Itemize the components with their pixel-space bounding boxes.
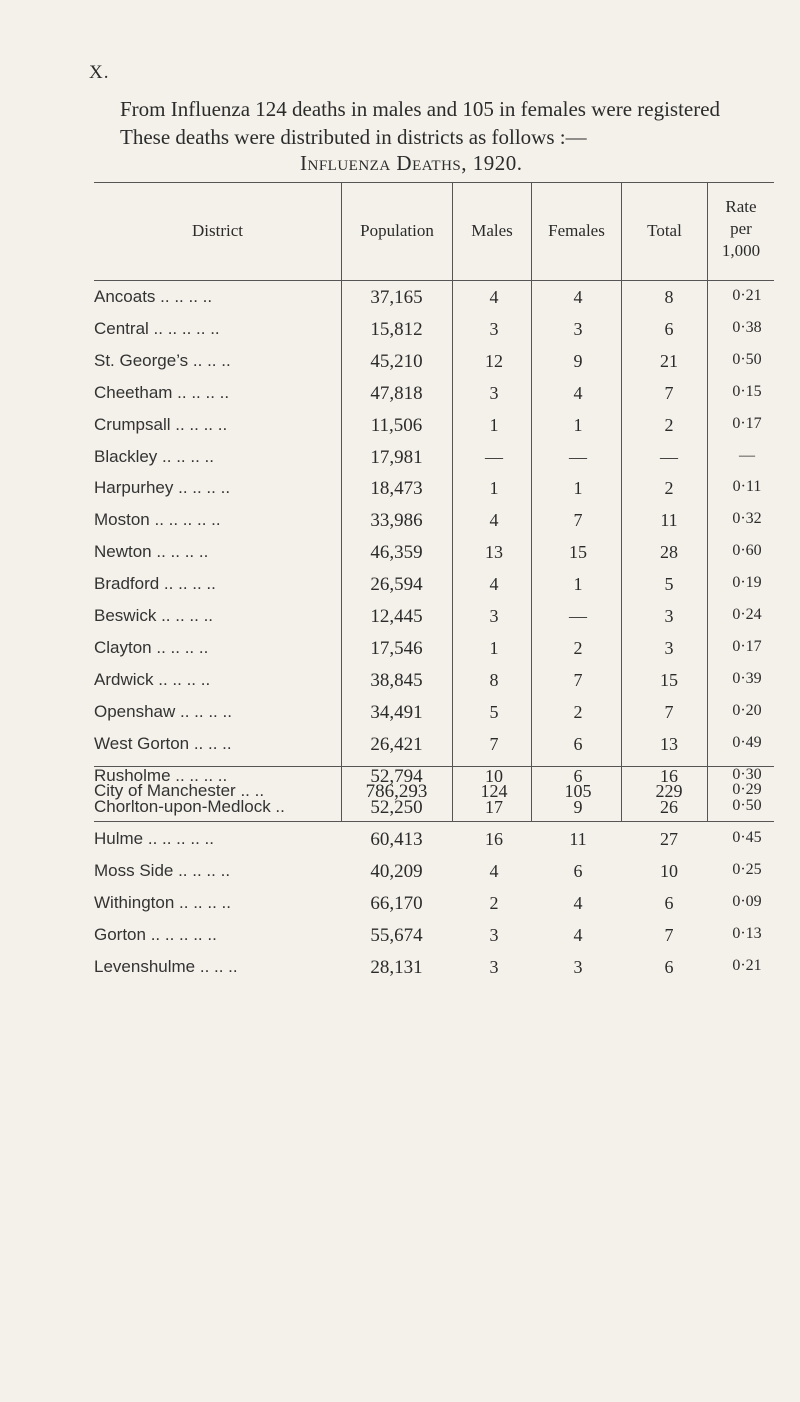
cell-total: 3 xyxy=(664,606,674,626)
cell-district: Beswick .. .. .. .. xyxy=(94,606,214,625)
cell-district: Cheetham .. .. .. .. xyxy=(94,382,230,402)
cell-females: 11 xyxy=(569,829,587,850)
cell-males: 5 xyxy=(489,701,499,722)
cell-females: 15 xyxy=(569,542,587,563)
cell-males: 1 xyxy=(489,637,499,658)
header-population: Population xyxy=(360,221,434,240)
cell-males: 4 xyxy=(489,574,499,595)
cell-males: 7 xyxy=(489,733,499,754)
total-cell-population: 786,293 xyxy=(365,781,428,802)
cell-population: 18,473 xyxy=(370,478,423,500)
cell-rate: 0·09 xyxy=(732,893,762,911)
cell-population: 52,250 xyxy=(370,797,423,819)
header-total: Total xyxy=(647,221,682,240)
cell-rate: 0·17 xyxy=(732,637,762,655)
cell-total: 16 xyxy=(660,765,678,786)
cell-rate: 0·20 xyxy=(732,701,762,719)
total-cell-males: 124 xyxy=(480,781,508,801)
cell-total: 6 xyxy=(664,318,674,339)
cell-rate: 0·50 xyxy=(732,350,762,368)
cell-rate: 0·60 xyxy=(732,542,762,560)
cell-females: 4 xyxy=(573,382,583,403)
cell-total: 27 xyxy=(660,829,678,850)
intro-line-1: From Influenza 124 deaths in males and 105 in females were registered xyxy=(120,97,721,121)
cell-total: 11 xyxy=(660,510,678,531)
header-rate xyxy=(708,196,774,262)
cell-district: Openshaw .. .. .. .. xyxy=(94,701,232,721)
cell-district: Hulme .. .. .. .. .. xyxy=(94,829,214,849)
cell-population: 26,594 xyxy=(370,574,423,596)
cell-district: Blackley .. .. .. .. xyxy=(94,446,214,466)
cell-population: 17,546 xyxy=(370,637,423,659)
cell-district: Newton .. .. .. .. xyxy=(94,542,209,562)
header-males: Males xyxy=(471,221,513,240)
cell-total: 26 xyxy=(660,797,678,818)
cell-district: Moston .. .. .. .. .. xyxy=(94,510,221,530)
header-bottom-rule xyxy=(94,280,774,281)
cell-total: 3 xyxy=(664,637,674,658)
cell-rate: 0·11 xyxy=(732,478,762,496)
influenza-deaths-table xyxy=(94,182,774,978)
cell-rate: 0·45 xyxy=(732,829,762,847)
cell-population: 28,131 xyxy=(370,956,423,978)
cell-rate: 0·49 xyxy=(732,733,762,751)
cell-population: 17,981 xyxy=(370,446,423,468)
cell-males: 12 xyxy=(485,350,503,371)
cell-females: 6 xyxy=(573,861,583,882)
cell-females: 4 xyxy=(573,925,583,945)
cell-total: 21 xyxy=(660,350,678,371)
cell-total: 6 xyxy=(664,956,674,977)
cell-total: 7 xyxy=(664,701,674,722)
total-cell-total: 229 xyxy=(655,781,683,801)
total-cell-district: City of Manchester .. .. xyxy=(94,781,265,800)
cell-total: 13 xyxy=(660,733,678,754)
cell-total: 7 xyxy=(664,382,674,403)
cell-females: — xyxy=(569,606,587,626)
header-rate-line-1: Rate xyxy=(725,197,757,216)
table-title: Influenza Deaths, 1920. xyxy=(300,151,523,175)
cell-rate: 0·24 xyxy=(732,606,762,623)
cell-total: 8 xyxy=(664,287,674,307)
cell-district: St. George’s .. .. .. xyxy=(94,350,231,370)
intro-line-2: These deaths were distributed in districts as follows :— xyxy=(120,125,587,149)
cell-total: — xyxy=(660,446,678,467)
cell-males: 3 xyxy=(489,956,499,977)
cell-total: 2 xyxy=(664,478,674,499)
cell-population: 34,491 xyxy=(370,701,423,723)
cell-males: 3 xyxy=(489,606,499,626)
cell-total: 6 xyxy=(664,893,674,914)
header-females: Females xyxy=(548,221,605,240)
cell-population: 66,170 xyxy=(370,893,423,915)
total-row xyxy=(94,781,774,821)
cell-population: 46,359 xyxy=(370,542,423,564)
cell-females: 7 xyxy=(573,669,583,690)
cell-district: Withington .. .. .. .. xyxy=(94,893,231,913)
cell-males: 10 xyxy=(485,765,503,786)
cell-females: 1 xyxy=(573,414,583,435)
cell-females: 9 xyxy=(573,350,583,371)
cell-males: 4 xyxy=(489,861,499,882)
cell-rate: 0·30 xyxy=(732,765,762,783)
header-district: District xyxy=(192,221,243,240)
cell-rate: — xyxy=(739,446,755,464)
cell-population: 38,845 xyxy=(370,669,423,691)
cell-females: 1 xyxy=(573,574,583,595)
cell-rate: 0·32 xyxy=(732,510,762,528)
cell-district: Bradford .. .. .. .. xyxy=(94,574,216,594)
cell-district: Chorlton-upon-Medlock .. xyxy=(94,797,285,817)
cell-district: Ancoats .. .. .. .. xyxy=(94,287,213,306)
cell-males: 2 xyxy=(489,893,499,914)
cell-rate: 0·15 xyxy=(732,382,762,400)
cell-district: Clayton .. .. .. .. xyxy=(94,637,209,657)
cell-population: 47,818 xyxy=(370,382,423,404)
cell-total: 5 xyxy=(664,574,674,595)
cell-district: Rusholme .. .. .. .. xyxy=(94,765,228,785)
intro-paragraph xyxy=(120,95,780,151)
cell-females: 4 xyxy=(573,287,583,307)
cell-males: 17 xyxy=(485,797,503,818)
cell-total: 28 xyxy=(660,542,678,563)
cell-population: 45,210 xyxy=(370,350,423,372)
cell-population: 55,674 xyxy=(370,925,423,946)
cell-population: 40,209 xyxy=(370,861,423,883)
cell-population: 33,986 xyxy=(370,510,423,532)
cell-population: 52,794 xyxy=(370,765,423,787)
cell-males: 8 xyxy=(489,669,499,690)
cell-population: 11,506 xyxy=(370,414,423,436)
cell-rate: 0·50 xyxy=(732,797,762,815)
cell-rate: 0·25 xyxy=(732,861,762,879)
cell-district: Ardwick .. .. .. .. xyxy=(94,669,211,689)
cell-males: — xyxy=(485,446,503,467)
cell-population: 60,413 xyxy=(370,829,423,851)
cell-males: 3 xyxy=(489,318,499,339)
cell-males: 3 xyxy=(489,382,499,403)
cell-total: 2 xyxy=(664,414,674,435)
cell-district: Harpurhey .. .. .. .. xyxy=(94,478,231,498)
cell-males: 3 xyxy=(489,925,499,945)
total-cell-females: 105 xyxy=(564,781,592,801)
page-number: X. xyxy=(89,62,110,83)
cell-rate: 0·38 xyxy=(732,318,762,336)
cell-females: 7 xyxy=(573,510,583,531)
cell-females: 9 xyxy=(573,797,583,818)
cell-population: 15,812 xyxy=(370,318,423,340)
cell-district: Levenshulme .. .. .. xyxy=(94,956,238,976)
cell-population: 37,165 xyxy=(370,287,423,308)
cell-rate: 0·19 xyxy=(732,574,762,592)
cell-population: 26,421 xyxy=(370,733,423,755)
cell-females: 2 xyxy=(573,637,583,658)
cell-rate: 0·39 xyxy=(732,669,762,687)
cell-total: 7 xyxy=(664,925,674,945)
cell-total: 10 xyxy=(660,861,678,882)
cell-males: 1 xyxy=(489,414,499,435)
cell-males: 4 xyxy=(489,510,499,531)
header-rate-line-2: per xyxy=(730,219,752,238)
cell-males: 16 xyxy=(485,829,503,850)
cell-rate: 0·21 xyxy=(732,287,762,304)
header-rate-line-3: 1,000 xyxy=(721,241,761,260)
cell-district: West Gorton .. .. .. xyxy=(94,733,232,753)
cell-females: 6 xyxy=(573,733,583,754)
cell-rate: 0·13 xyxy=(732,925,762,942)
table-row xyxy=(94,957,774,997)
cell-males: 13 xyxy=(485,542,503,563)
cell-females: 1 xyxy=(573,478,583,499)
cell-population: 12,445 xyxy=(370,606,423,627)
cell-district: Central .. .. .. .. .. xyxy=(94,318,220,338)
cell-district: Moss Side .. .. .. .. xyxy=(94,861,231,881)
cell-total: 15 xyxy=(660,669,678,690)
cell-rate: 0·17 xyxy=(732,414,762,432)
total-cell-rate: 0·29 xyxy=(732,781,762,798)
cell-rate: 0·21 xyxy=(732,956,762,974)
cell-females: 3 xyxy=(573,956,583,977)
cell-males: 1 xyxy=(489,478,499,499)
cell-females: — xyxy=(569,446,587,467)
cell-district: Gorton .. .. .. .. .. xyxy=(94,925,217,944)
table-top-rule xyxy=(94,182,774,183)
cell-females: 4 xyxy=(573,893,583,914)
cell-females: 6 xyxy=(573,765,583,786)
cell-females: 2 xyxy=(573,701,583,722)
cell-district: Crumpsall .. .. .. .. xyxy=(94,414,228,434)
cell-males: 4 xyxy=(489,287,499,307)
cell-females: 3 xyxy=(573,318,583,339)
